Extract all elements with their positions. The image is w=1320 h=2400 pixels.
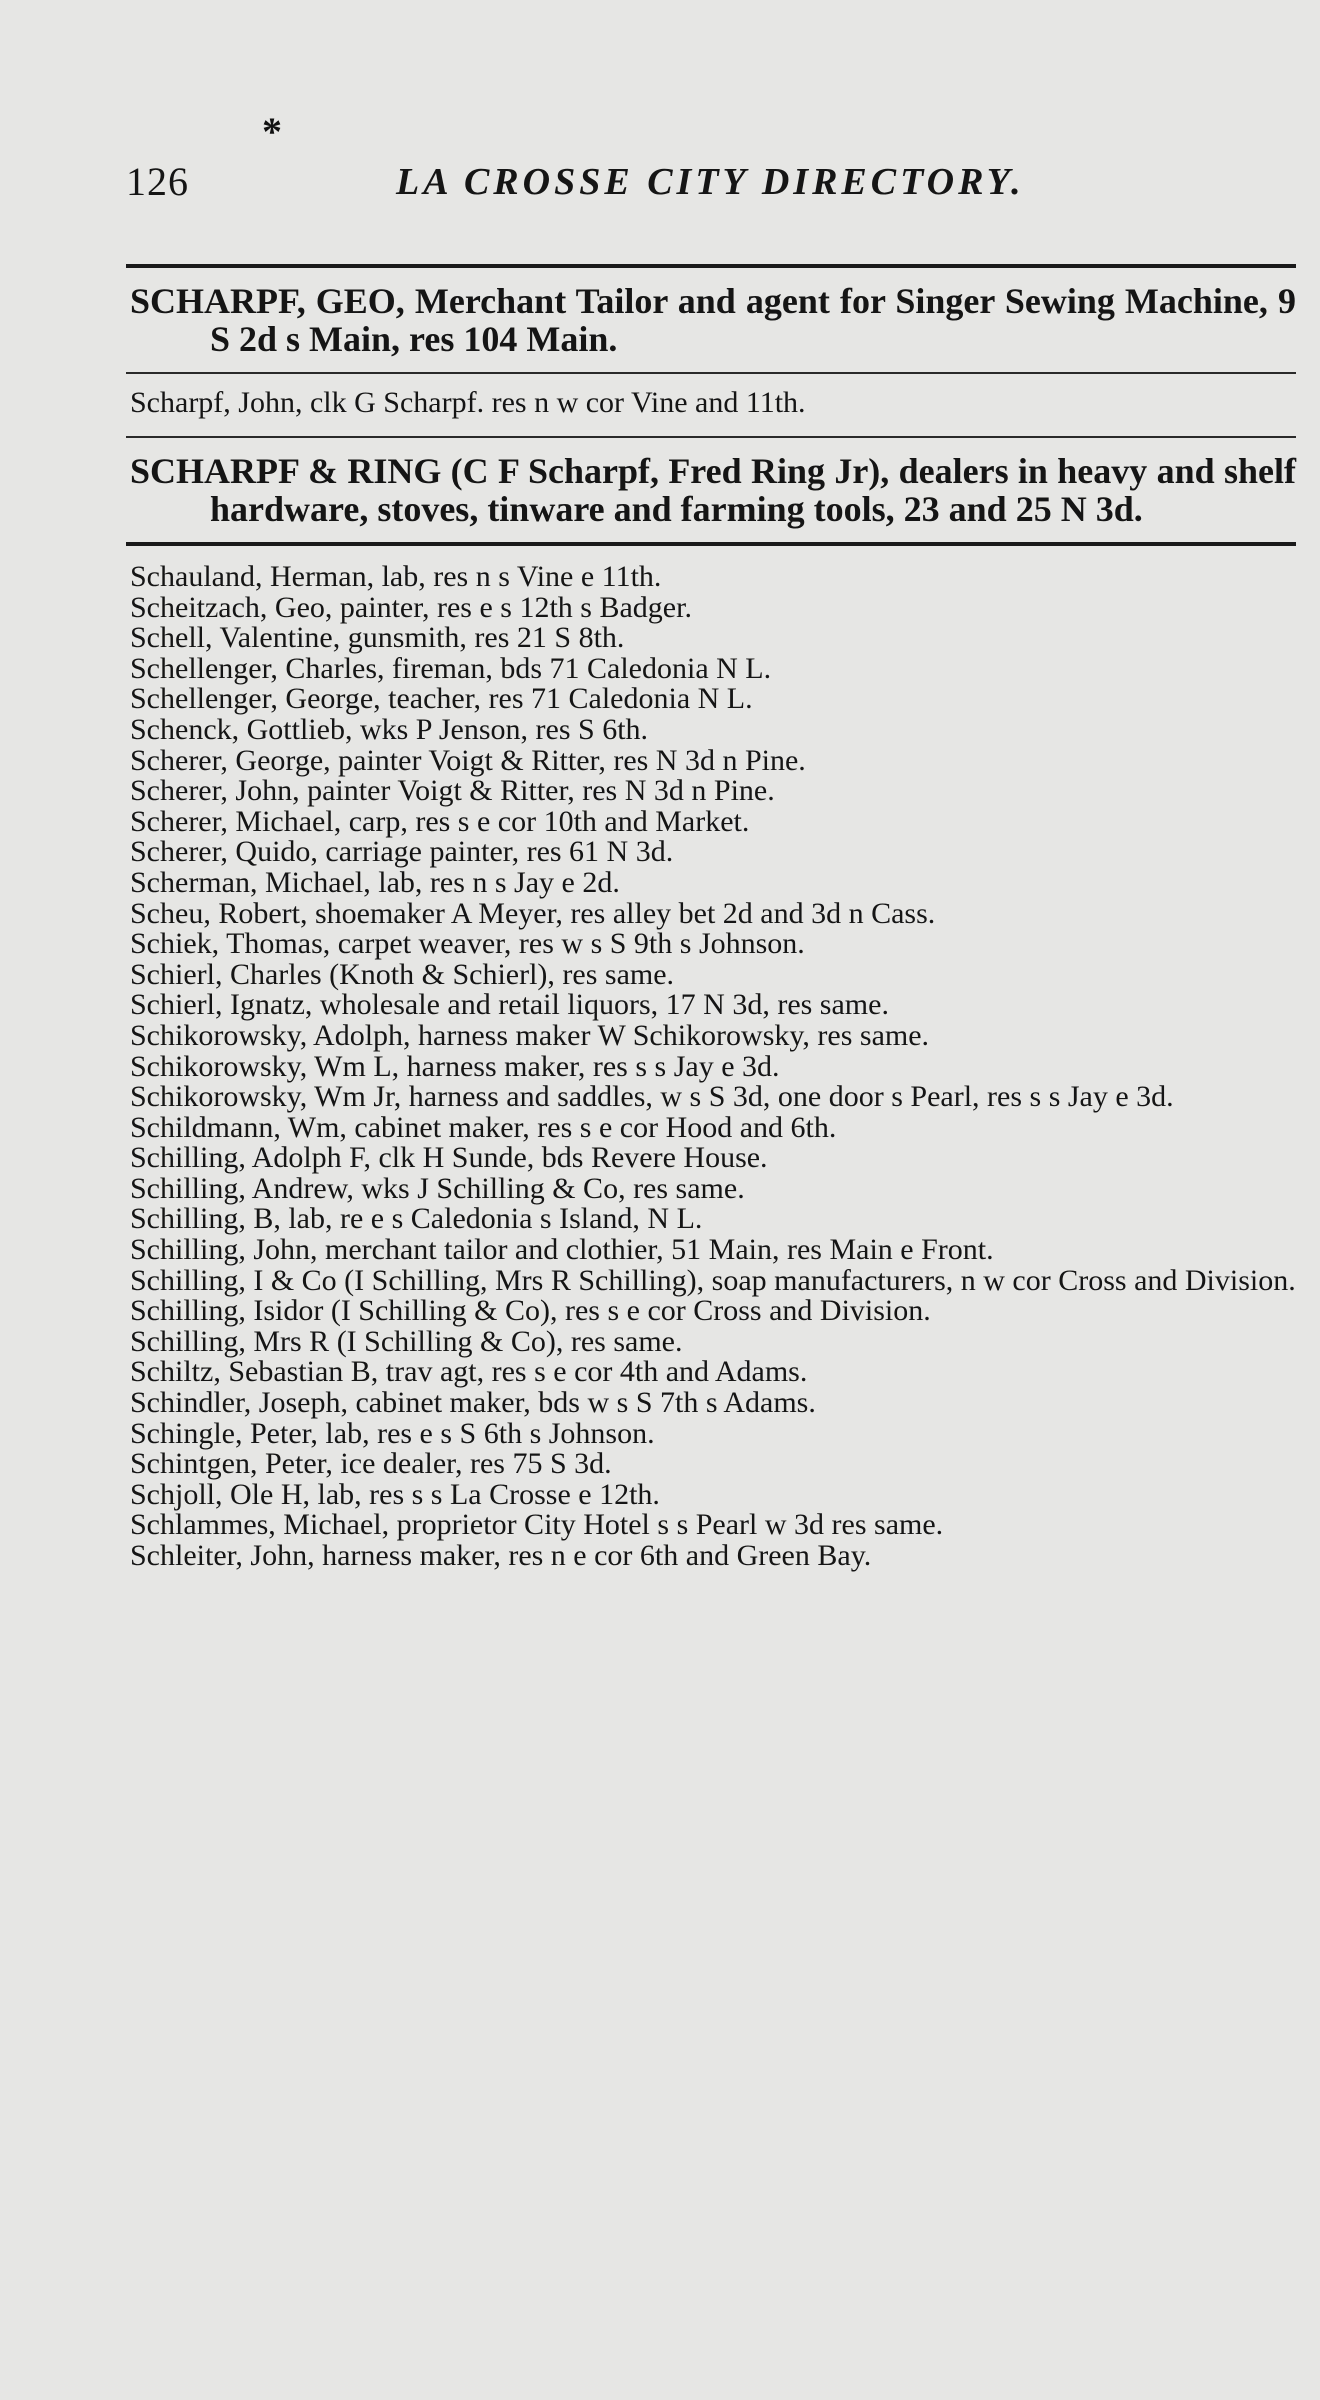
directory-entry: Scheitzach, Geo, painter, res e s 12th s Badger. — [130, 590, 692, 624]
entry-scharpf-john: Scharpf, John, clk G Scharpf. res n w cor Vine and 11th. — [130, 386, 806, 419]
rule-top — [126, 264, 1296, 268]
directory-entry: Scherer, George, painter Voigt & Ritter, res N 3d n Pine. — [130, 743, 806, 777]
ad-scharpf-geo: SCHARPF, GEO, Merchant Tailor and agent for Singer Sewing Machine, 9 S 2d s Main, res 104 Main. — [130, 281, 1296, 359]
page-mark: * — [262, 109, 282, 154]
directory-entry: Schierl, Ignatz, wholesale and retail liquors, 17 N 3d, res same. — [130, 988, 889, 1022]
directory-entry: Schilling, Mrs R (I Schilling & Co), res same. — [130, 1324, 683, 1358]
directory-entry: Schellenger, Charles, fireman, bds 71 Caledonia N L. — [130, 651, 772, 685]
directory-entry: Schellenger, George, teacher, res 71 Caledonia N L. — [130, 682, 753, 716]
directory-entry: Schindler, Joseph, cabinet maker, bds w s S 7th s Adams. — [130, 1386, 816, 1420]
directory-entry: Schierl, Charles (Knoth & Schierl), res same. — [130, 957, 675, 991]
page-header — [126, 158, 1296, 208]
entry-list — [126, 562, 1296, 1572]
running-title: LA CROSSE CITY DIRECTORY. — [396, 161, 1025, 203]
rule-divider — [126, 436, 1296, 438]
directory-entry: Schingle, Peter, lab, res e s S 6th s Johnson. — [130, 1416, 655, 1450]
directory-entry: Schilling, Andrew, wks J Schilling & Co, res same. — [130, 1171, 745, 1205]
directory-entry: Schauland, Herman, lab, res n s Vine e 11th. — [130, 560, 662, 593]
directory-entry: Schleiter, John, harness maker, res n e cor 6th and Green Bay. — [130, 1539, 872, 1572]
directory-entry: Schikorowsky, Wm Jr, harness and saddles, w s S 3d, one door s Pearl, res s s Jay e 3d. — [130, 1080, 1174, 1114]
directory-entry: Schilling, B, lab, re e s Caledonia s Island, N L. — [130, 1202, 703, 1236]
directory-entry: Schikorowsky, Adolph, harness maker W Schikorowsky, res same. — [130, 1018, 930, 1052]
directory-entry: Schell, Valentine, gunsmith, res 21 S 8th. — [130, 621, 625, 655]
directory-entry: Schlammes, Michael, proprietor City Hotel s s Pearl w 3d res same. — [130, 1508, 944, 1542]
directory-entry: Scherer, Quido, carriage painter, res 61 N 3d. — [130, 835, 674, 869]
directory-entry: Schikorowsky, Wm L, harness maker, res s s Jay e 3d. — [130, 1049, 780, 1083]
directory-entry: Scherer, Michael, carp, res s e cor 10th and Market. — [130, 804, 750, 838]
directory-entry: Schjoll, Ole H, lab, res s s La Crosse e 12th. — [130, 1477, 660, 1511]
directory-entry: Schildmann, Wm, cabinet maker, res s e cor Hood and 6th. — [130, 1110, 837, 1144]
directory-entry: Schintgen, Peter, ice dealer, res 75 S 3d. — [130, 1447, 612, 1481]
directory-entry: Scheu, Robert, shoemaker A Meyer, res alley bet 2d and 3d n Cass. — [130, 896, 936, 930]
directory-entry: Schiek, Thomas, carpet weaver, res w s S 9th s Johnson. — [130, 927, 805, 961]
rule-divider-thick — [126, 542, 1296, 546]
directory-entry: Scherer, John, painter Voigt & Ritter, res N 3d n Pine. — [130, 774, 775, 808]
directory-entry: Schenck, Gottlieb, wks P Jenson, res S 6th. — [130, 712, 649, 746]
page-number: 126 — [126, 159, 189, 204]
directory-entry: Schilling, Isidor (I Schilling & Co), res s e cor Cross and Division. — [130, 1294, 931, 1328]
directory-entry: Scherman, Michael, lab, res n s Jay e 2d. — [130, 865, 620, 899]
directory-entry: Schilling, John, merchant tailor and clothier, 51 Main, res Main e Front. — [130, 1233, 994, 1267]
rule-divider — [126, 372, 1296, 374]
directory-entry: Schilling, Adolph F, clk H Sunde, bds Revere House. — [130, 1141, 768, 1175]
directory-entry: Schilling, I & Co (I Schilling, Mrs R Schilling), soap manufacturers, n w cor Cross and Division. — [130, 1263, 1296, 1297]
directory-entry: Schiltz, Sebastian B, trav agt, res s e cor 4th and Adams. — [130, 1355, 808, 1389]
directory-content — [126, 264, 1296, 1572]
ad-scharpf-ring: SCHARPF & RING (C F Scharpf, Fred Ring Jr), dealers in heavy and shelf hardware, stoves, tinware and farming tools, 23 and 25 N 3d. — [130, 451, 1296, 529]
